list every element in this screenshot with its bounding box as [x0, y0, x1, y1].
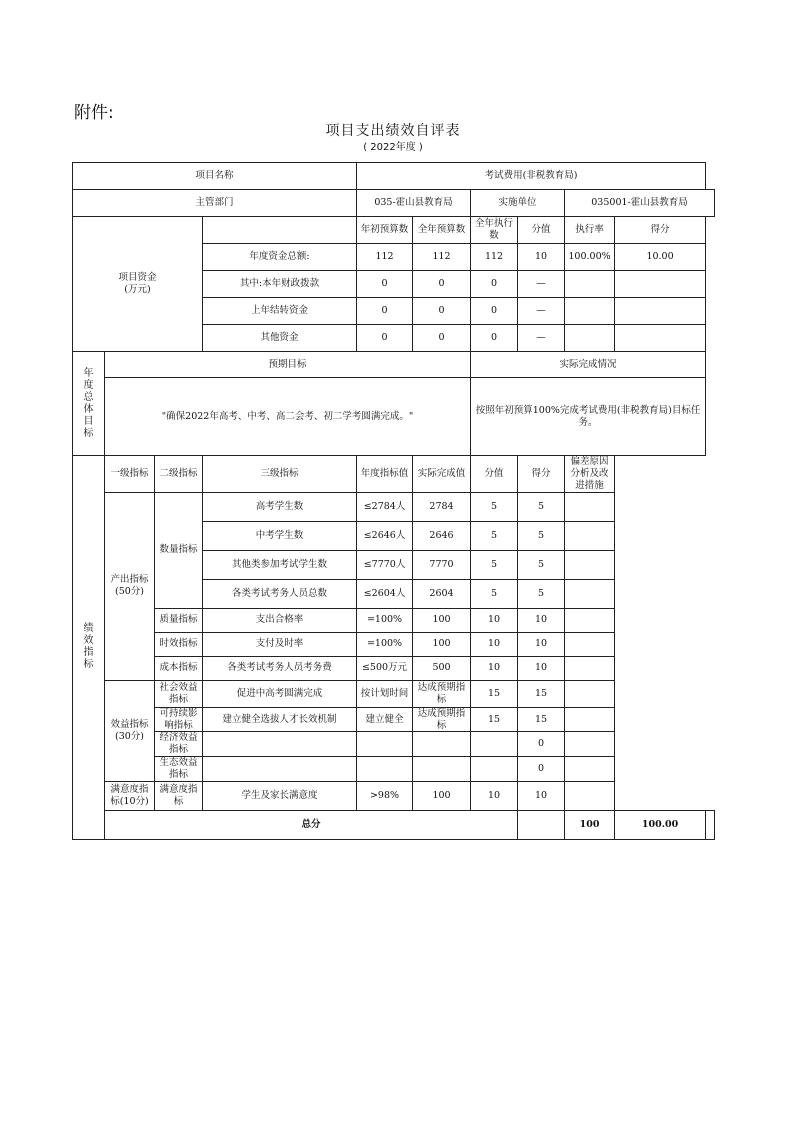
- funds-points: —: [518, 298, 565, 325]
- table-row: [73, 732, 715, 757]
- indicator-note: [565, 757, 615, 782]
- funds-header-blank: [203, 217, 357, 244]
- total-label: 总分: [105, 810, 518, 839]
- ind-header-l2: 二级指标: [155, 456, 203, 493]
- indicator-actual: 7770: [413, 550, 471, 579]
- funds-header-initial: 年初预算数: [357, 217, 413, 244]
- unit-value: 035001-霍山县教育局: [565, 190, 715, 217]
- funds-points: —: [518, 325, 565, 352]
- indicator-note: [565, 550, 615, 579]
- indicator-target: 按计划时间: [357, 680, 413, 707]
- ind-header-l1: 一级指标: [105, 456, 155, 493]
- indicator-note: [565, 608, 615, 632]
- indicator-points: 5: [471, 579, 518, 608]
- funds-initial: 0: [357, 271, 413, 298]
- indicator-note: [565, 632, 615, 656]
- indicator-note: [565, 492, 615, 521]
- table-row: [73, 781, 715, 810]
- quantity-indicator-label: 数量指标: [155, 492, 203, 608]
- table-row: [73, 757, 715, 782]
- indicator-name: 其他类参加考试学生数: [203, 550, 357, 579]
- funds-header-rate: 执行率: [565, 217, 615, 244]
- indicator-points: 5: [471, 492, 518, 521]
- funds-row-label: 年度资金总额:: [203, 244, 357, 271]
- goals-expected-header: 预期目标: [105, 352, 471, 378]
- timeliness-indicator-label: 时效指标: [155, 632, 203, 656]
- funds-annual: 0: [413, 325, 471, 352]
- ind-header-points: 分值: [471, 456, 518, 493]
- social-benefit-label: 社会效益指标: [155, 680, 203, 707]
- funds-annual: 112: [413, 244, 471, 271]
- indicator-note: [565, 680, 615, 707]
- self-evaluation-table: [72, 162, 715, 840]
- project-name-value: 考试费用(非税教育局): [357, 163, 706, 190]
- funds-executed: 112: [471, 244, 518, 271]
- benefit-indicator-label: 效益指标 (30分): [105, 680, 155, 781]
- table-row: [73, 608, 715, 632]
- satisfaction-l2-label: 满意度指标: [155, 781, 203, 810]
- indicator-points: 15: [471, 680, 518, 707]
- indicator-name: 各类考试考务人员考务费: [203, 656, 357, 680]
- indicator-score: 15: [518, 680, 565, 707]
- indicator-points: 5: [471, 550, 518, 579]
- ind-header-note: 偏差原因分析及改进措施: [565, 456, 615, 493]
- dept-value: 035-霍山县教育局: [357, 190, 471, 217]
- funds-rate: 100.00%: [565, 244, 615, 271]
- dept-label: 主管部门: [73, 190, 357, 217]
- indicator-name: [203, 757, 357, 782]
- unit-label: 实施单位: [471, 190, 565, 217]
- ind-header-score: 得分: [518, 456, 565, 493]
- output-indicator-label: 产出指标 (50分): [105, 492, 155, 680]
- funds-score: [615, 298, 706, 325]
- ind-header-target: 年度指标值: [357, 456, 413, 493]
- indicator-points: 10: [471, 781, 518, 810]
- funds-row-label: 其中:本年财政拨款: [203, 271, 357, 298]
- indicator-actual: [413, 732, 471, 757]
- economic-benefit-label: 经济效益指标: [155, 732, 203, 757]
- indicator-score: 0: [518, 732, 565, 757]
- indicator-score: 5: [518, 521, 565, 550]
- table-row: [73, 632, 715, 656]
- table-row: [73, 680, 715, 707]
- indicator-score: 0: [518, 757, 565, 782]
- indicator-name: 学生及家长满意度: [203, 781, 357, 810]
- indicator-score: 5: [518, 550, 565, 579]
- indicator-target: ≤500万元: [357, 656, 413, 680]
- sustain-benefit-label: 可持续影响指标: [155, 707, 203, 732]
- indicator-target: [357, 757, 413, 782]
- indicator-actual: 2784: [413, 492, 471, 521]
- quality-indicator-label: 质量指标: [155, 608, 203, 632]
- funds-rate: [565, 298, 615, 325]
- funds-rate: [565, 325, 615, 352]
- cost-indicator-label: 成本指标: [155, 656, 203, 680]
- funds-header-score: 得分: [615, 217, 706, 244]
- total-actual: [518, 810, 565, 839]
- goals-actual-header: 实际完成情况: [471, 352, 706, 378]
- funds-executed: 0: [471, 325, 518, 352]
- indicator-name: 支出合格率: [203, 608, 357, 632]
- indicator-actual: 2604: [413, 579, 471, 608]
- indicator-name: 支付及时率: [203, 632, 357, 656]
- indicator-actual: 500: [413, 656, 471, 680]
- indicator-name: 各类考试考务人员总数: [203, 579, 357, 608]
- indicator-note: [565, 707, 615, 732]
- indicator-target: ≤2604人: [357, 579, 413, 608]
- indicator-points: [471, 732, 518, 757]
- indicators-label: 绩效指标: [83, 623, 94, 671]
- indicator-target: [357, 732, 413, 757]
- indicator-score: 10: [518, 632, 565, 656]
- indicator-name: 中考学生数: [203, 521, 357, 550]
- indicator-name: 促进中高考圆满完成: [203, 680, 357, 707]
- funds-row-label: 其他资金: [203, 325, 357, 352]
- indicator-actual: 100: [413, 781, 471, 810]
- funds-label: 项目资金 (万元): [73, 217, 203, 352]
- funds-header-annual: 全年预算数: [413, 217, 471, 244]
- indicator-actual: [413, 757, 471, 782]
- total-note: [706, 810, 715, 839]
- indicator-note: [565, 579, 615, 608]
- indicator-score: 5: [518, 492, 565, 521]
- indicator-score: 10: [518, 656, 565, 680]
- indicator-target: ≤7770人: [357, 550, 413, 579]
- funds-header-points: 分值: [518, 217, 565, 244]
- indicator-note: [565, 656, 615, 680]
- funds-annual: 0: [413, 298, 471, 325]
- funds-score: [615, 271, 706, 298]
- funds-initial: 0: [357, 298, 413, 325]
- total-row: [73, 810, 715, 839]
- table-row: [73, 492, 715, 521]
- funds-score: [615, 325, 706, 352]
- funds-initial: 112: [357, 244, 413, 271]
- indicator-score: 5: [518, 579, 565, 608]
- indicator-points: 15: [471, 707, 518, 732]
- goals-expected-text: "确保2022年高考、中考、高二会考、初二学考圆满完成。": [105, 378, 471, 456]
- indicator-target: ≤2646人: [357, 521, 413, 550]
- total-points: 100: [565, 810, 615, 839]
- indicator-actual: 100: [413, 608, 471, 632]
- funds-rate: [565, 271, 615, 298]
- indicator-actual: 2646: [413, 521, 471, 550]
- eco-benefit-label: 生态效益指标: [155, 757, 203, 782]
- indicator-points: 5: [471, 521, 518, 550]
- indicator-target: =100%: [357, 632, 413, 656]
- indicators-label-cell: [73, 456, 105, 840]
- indicator-name: [203, 732, 357, 757]
- funds-annual: 0: [413, 271, 471, 298]
- indicator-points: [471, 757, 518, 782]
- funds-executed: 0: [471, 298, 518, 325]
- indicator-target: =100%: [357, 608, 413, 632]
- form-year: ( 2022年度 ): [363, 142, 423, 153]
- table-row: [73, 707, 715, 732]
- form-title: 项目支出绩效自评表: [325, 123, 461, 139]
- ind-header-actual: 实际完成值: [413, 456, 471, 493]
- funds-initial: 0: [357, 325, 413, 352]
- attachment-label: 附件:: [74, 103, 114, 123]
- project-name-label: 项目名称: [73, 163, 357, 190]
- indicator-note: [565, 521, 615, 550]
- table-row: [73, 656, 715, 680]
- funds-points: —: [518, 271, 565, 298]
- indicator-score: 10: [518, 608, 565, 632]
- indicator-target: 建立健全: [357, 707, 413, 732]
- ind-header-l3: 三级指标: [203, 456, 357, 493]
- indicator-score: 15: [518, 707, 565, 732]
- indicator-actual: 达成预期指标: [413, 680, 471, 707]
- goals-actual-text: 按照年初预算100%完成考试费用(非税教育局)目标任务。: [471, 378, 706, 456]
- total-score: 100.00: [615, 810, 706, 839]
- indicator-target: ≤2784人: [357, 492, 413, 521]
- goals-label-cell: [73, 352, 105, 456]
- indicator-points: 10: [471, 608, 518, 632]
- indicator-points: 10: [471, 656, 518, 680]
- funds-score: 10.00: [615, 244, 706, 271]
- indicator-score: 10: [518, 781, 565, 810]
- indicator-points: 10: [471, 632, 518, 656]
- goals-label: 年度总体目标: [83, 367, 94, 439]
- funds-executed: 0: [471, 271, 518, 298]
- indicator-actual: 达成预期指标: [413, 707, 471, 732]
- indicator-name: 建立健全选拔人才长效机制: [203, 707, 357, 732]
- indicator-actual: 100: [413, 632, 471, 656]
- satisfaction-l1-label: 满意度指标(10分): [105, 781, 155, 810]
- indicator-note: [565, 732, 615, 757]
- funds-row-label: 上年结转资金: [203, 298, 357, 325]
- indicator-name: 高考学生数: [203, 492, 357, 521]
- indicator-target: >98%: [357, 781, 413, 810]
- funds-points: 10: [518, 244, 565, 271]
- funds-header-executed: 全年执行数: [471, 217, 518, 244]
- indicator-note: [565, 781, 615, 810]
